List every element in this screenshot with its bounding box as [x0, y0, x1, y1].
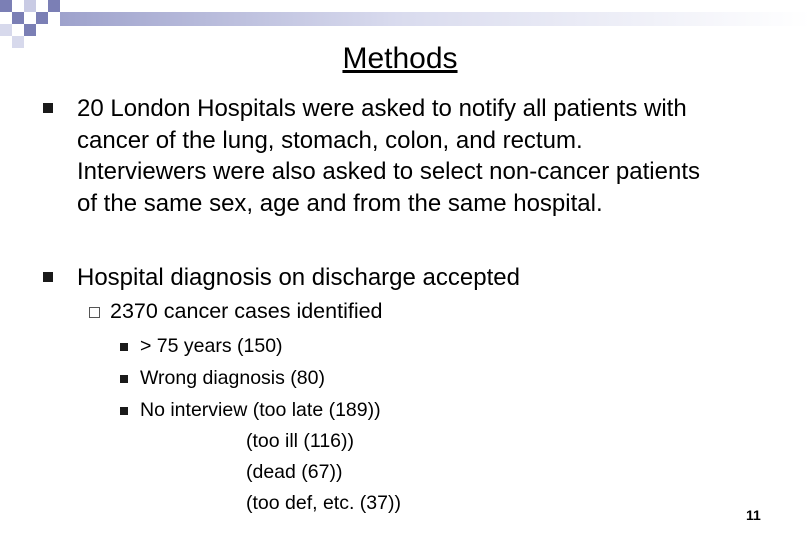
bullet-square-icon — [43, 103, 53, 113]
slide-title — [0, 42, 810, 76]
hollow-square-icon — [89, 307, 100, 318]
bullet-1-line-1: 20 London Hospitals were asked to notify all patients with — [77, 95, 687, 122]
slide-title-text: Methods — [342, 42, 458, 75]
continuation-line-2: (dead (67)) — [246, 461, 343, 483]
sub-bullet-text: 2370 cancer cases identified — [110, 299, 383, 323]
sub-item-1: > 75 years (150) — [140, 335, 283, 357]
bullet-square-icon — [120, 343, 128, 351]
continuation-line-3: (too def, etc. (37)) — [246, 492, 401, 514]
page-number: 11 — [746, 507, 761, 523]
bullet-1-line-4: of the same sex, age and from the same hospital. — [77, 189, 603, 217]
sub-item-2: Wrong diagnosis (80) — [140, 367, 325, 389]
bullet-square-icon — [120, 375, 128, 383]
bullet-1-line-2: cancer of the lung, stomach, colon, and rectum. — [77, 126, 583, 154]
bullet-1-line-3: Interviewers were also asked to select non-cancer patients — [77, 158, 700, 185]
continuation-line-1: (too ill (116)) — [246, 430, 355, 452]
sub-item-3: No interview (too late (189)) — [140, 399, 381, 421]
bullet-square-icon — [43, 272, 53, 282]
bullet-2-text: Hospital diagnosis on discharge accepted — [77, 264, 520, 291]
bullet-square-icon — [120, 407, 128, 415]
